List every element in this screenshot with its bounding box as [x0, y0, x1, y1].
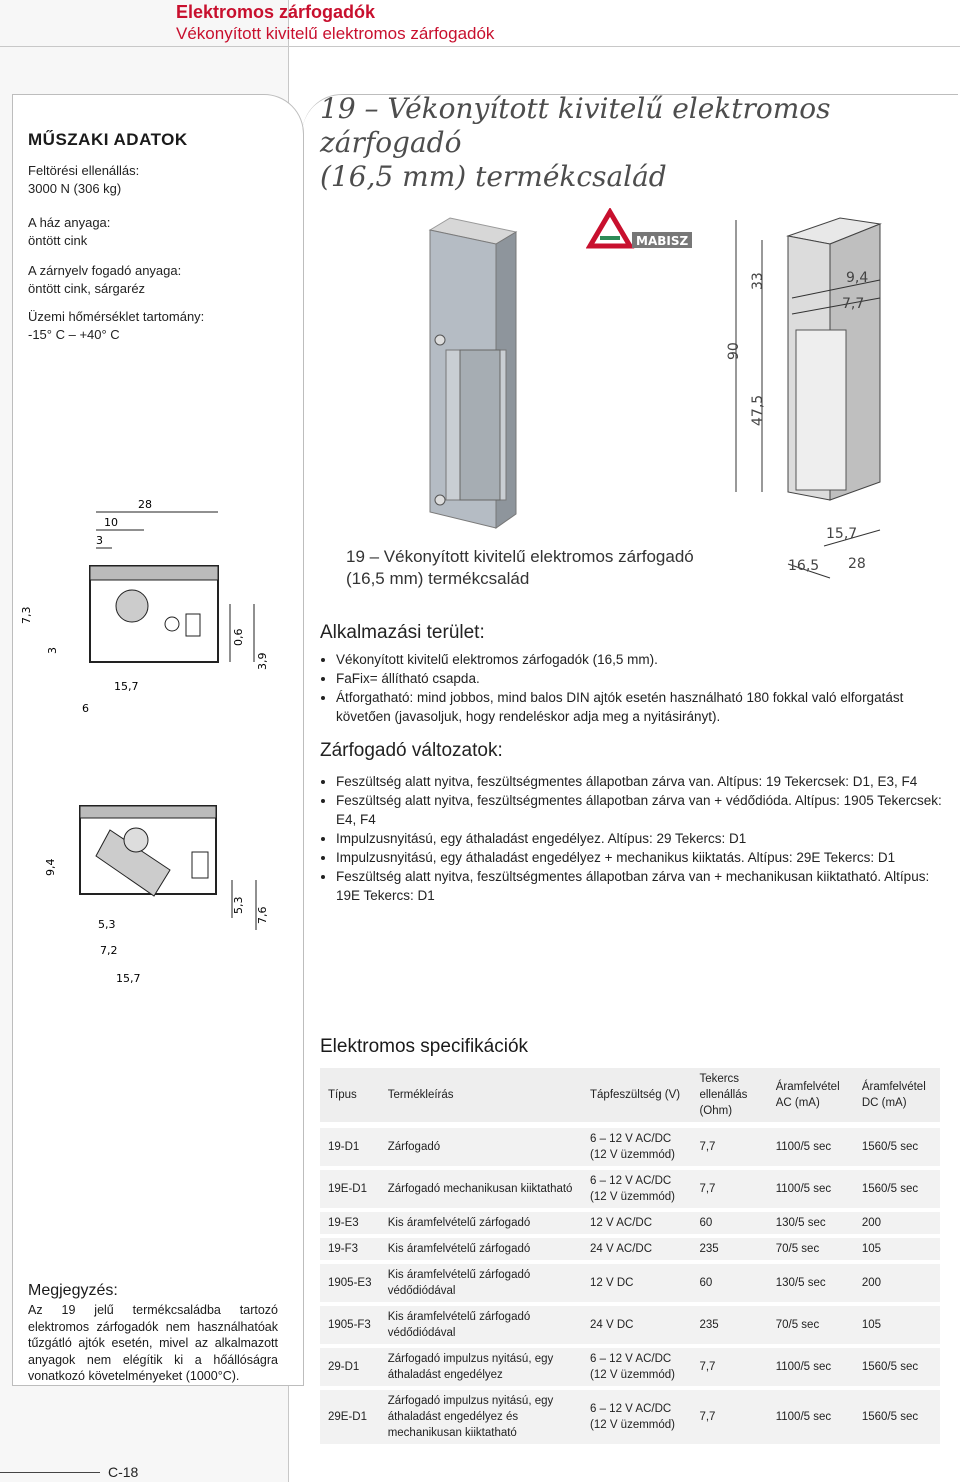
- table-cell: 235: [691, 1304, 767, 1346]
- note-title: Megjegyzés:: [28, 1282, 118, 1299]
- list-item: • Impulzusnyitású, egy áthaladást engedélyez + mechanikus kiiktatás. Altípus: 29E Tekercs: D1: [336, 848, 956, 867]
- list-item: • Impulzusnyitású, egy áthaladást engedélyez. Altípus: 29 Tekercs: D1: [336, 829, 956, 848]
- dim-16-5: 16,5: [788, 558, 820, 574]
- table-row: [320, 1262, 940, 1304]
- tech-item-housing: [28, 214, 110, 250]
- note-text: Az 19 jelű termékcsaládba tartozó elektromos zárfogadók nem használhatóak tűzgátló ajtók esetén, mivel az alkalmazott anyagok nem elégítik ki a hőállóságra vonatkozó követelményeket (1000°C).: [28, 1303, 278, 1383]
- table-cell: 1905-E3: [320, 1262, 380, 1304]
- tech-item-label: Üzemi hőmérséklet tartomány:: [28, 309, 205, 324]
- table-cell: Zárfogadó impulzus nyitású, egy áthaladást engedélyez és mechanikusan kiiktatható: [380, 1388, 582, 1446]
- page-number-rule: [0, 1472, 100, 1473]
- table-row: [320, 1168, 940, 1210]
- col-header: Termékleírás: [387, 1089, 454, 1101]
- table-cell: 12 V AC/DC: [582, 1210, 691, 1236]
- table-cell: 19E-D1: [320, 1168, 380, 1210]
- table-cell: Kis áramfelvételű zárfogadó: [380, 1236, 582, 1262]
- table-cell: 235: [691, 1236, 767, 1262]
- table-cell: 29-D1: [320, 1346, 380, 1388]
- tech-item-value: -15° C – +40° C: [28, 327, 120, 342]
- table-cell: 12 V DC: [582, 1262, 691, 1304]
- table-cell: 1560/5 sec: [854, 1346, 940, 1388]
- table-cell: Kis áramfelvételű zárfogadó védődiódával: [380, 1304, 582, 1346]
- table-cell: 105: [854, 1236, 940, 1262]
- dim-5-3a: 5,3: [98, 918, 116, 931]
- tech-item-value: öntött cink, sárgaréz: [28, 281, 146, 296]
- header-category: Elektromos zárfogadók: [176, 2, 376, 22]
- dim-3-9: 3,9: [256, 652, 269, 670]
- variants-list: [306, 772, 956, 905]
- page-number: C-18: [108, 1464, 139, 1480]
- dim-6: 6: [82, 702, 89, 714]
- col-header: Tekercs ellenállás (Ohm): [699, 1073, 748, 1117]
- table-cell: 6 – 12 V AC/DC (12 V üzemmód): [582, 1388, 691, 1446]
- tech-item-temperature: [28, 308, 204, 344]
- table-row: [320, 1236, 940, 1262]
- dimensioned-product-drawing: [700, 200, 900, 600]
- list-item: • FaFix= állítható csapda.: [336, 669, 956, 688]
- table-cell: 19-E3: [320, 1210, 380, 1236]
- table-cell: 19-F3: [320, 1236, 380, 1262]
- technical-drawing-2: [20, 800, 280, 1000]
- subtitle: [346, 546, 694, 590]
- list-item: • Feszültség alatt nyitva, feszültségmentes állapotban zárva van. Altípus: 19 Tekercsek: D1, E3, F4: [336, 772, 956, 791]
- table-cell: Kis áramfelvételű zárfogadó: [380, 1210, 582, 1236]
- main-title-line2: (16,5 mm) termékcsalád: [320, 160, 667, 193]
- table-row: [320, 1388, 940, 1446]
- col-header: Típus: [328, 1089, 357, 1101]
- col-header: Áramfelvétel AC (mA): [775, 1081, 840, 1109]
- list-item: • Feszültség alatt nyitva, feszültségmentes állapotban zárva van + védődióda. Altípus: 1905 Tekercsek: E4, F4: [336, 791, 956, 829]
- mabisz-logo: [586, 208, 696, 254]
- dim-7-6: 7,6: [256, 906, 269, 924]
- tech-item-resistance: [28, 162, 139, 198]
- dim-33: 33: [750, 272, 766, 290]
- dim-0-6: 0,6: [232, 628, 245, 646]
- table-cell: 24 V DC: [582, 1304, 691, 1346]
- logo-text: MABISZ: [636, 234, 689, 248]
- table-cell: 7,7: [691, 1388, 767, 1446]
- table-cell: 1560/5 sec: [854, 1168, 940, 1210]
- table-cell: 7,7: [691, 1346, 767, 1388]
- dim-3b: 3: [46, 647, 59, 654]
- col-header: Tápfeszültség (V): [590, 1089, 681, 1101]
- table-cell: 60: [691, 1210, 767, 1236]
- header-divider: [0, 46, 960, 47]
- table-cell: 7,7: [691, 1128, 767, 1168]
- dim-28: 28: [848, 556, 866, 572]
- tech-item-label: Feltörési ellenállás:: [28, 163, 140, 178]
- table-cell: 1560/5 sec: [854, 1128, 940, 1168]
- table-row: [320, 1304, 940, 1346]
- dim-3a: 3: [96, 534, 103, 547]
- table-header-row: [320, 1068, 940, 1122]
- table-cell: 1100/5 sec: [768, 1128, 854, 1168]
- dim-7-2: 7,2: [100, 944, 118, 957]
- main-title-line1: 19 – Vékonyított kivitelű elektromos zárfogadó: [320, 92, 831, 159]
- table-cell: 6 – 12 V AC/DC (12 V üzemmód): [582, 1346, 691, 1388]
- dim-9-4: 9,4: [846, 270, 869, 286]
- table-row: [320, 1210, 940, 1236]
- tech-item-value: öntött cink: [28, 233, 88, 248]
- list-item: • Vékonyított kivitelű elektromos zárfogadók (16,5 mm).: [336, 650, 956, 669]
- dim-9-4: 9,4: [44, 858, 57, 876]
- col-header: Áramfelvétel DC (mA): [861, 1081, 926, 1109]
- subtitle-line2: (16,5 mm) termékcsalád: [346, 569, 530, 588]
- tech-item-latch-material: [28, 262, 181, 298]
- dim-10: 10: [104, 516, 118, 529]
- table-cell: Zárfogadó impulzus nyitású, egy áthaladást engedélyez: [380, 1346, 582, 1388]
- dim-28: 28: [138, 498, 152, 511]
- table-cell: 24 V AC/DC: [582, 1236, 691, 1262]
- table-row: [320, 1128, 940, 1168]
- subtitle-line1: 19 – Vékonyított kivitelű elektromos zárfogadó: [346, 547, 694, 566]
- variants-title: Zárfogadó változatok:: [320, 740, 503, 761]
- list-item: • Átforgatható: mind jobbos, mind balos DIN ajtók esetén használható 180 fokkal való elforgatást követően (javasoljuk, hogy rendeléskor adja meg a nyitásirányt).: [336, 688, 956, 726]
- dim-7-7: 7,7: [842, 296, 865, 312]
- table-cell: 130/5 sec: [768, 1210, 854, 1236]
- table-cell: 1905-F3: [320, 1304, 380, 1346]
- tech-item-value: 3000 N (306 kg): [28, 181, 122, 196]
- table-cell: 70/5 sec: [768, 1304, 854, 1346]
- list-item: • Feszültség alatt nyitva, feszültségmentes állapotban zárva van + mechanikusan kiiktatható. Altípus: 19E Tekercs: D1: [336, 867, 956, 905]
- table-cell: 1560/5 sec: [854, 1388, 940, 1446]
- table-cell: 29E-D1: [320, 1388, 380, 1446]
- dim-15-7: 15,7: [114, 680, 139, 693]
- dim-7-3: 7,3: [20, 606, 33, 624]
- product-photo: [420, 210, 530, 530]
- application-list: [306, 650, 956, 726]
- table-cell: 6 – 12 V AC/DC (12 V üzemmód): [582, 1168, 691, 1210]
- table-cell: 19-D1: [320, 1128, 380, 1168]
- tech-item-label: A ház anyaga:: [28, 215, 111, 230]
- table-cell: 105: [854, 1304, 940, 1346]
- table-cell: 200: [854, 1262, 940, 1304]
- dim-15-7: 15,7: [826, 526, 858, 542]
- table-cell: 1100/5 sec: [768, 1168, 854, 1210]
- table-cell: 200: [854, 1210, 940, 1236]
- spec-table: [320, 1068, 940, 1448]
- table-cell: 6 – 12 V AC/DC (12 V üzemmód): [582, 1128, 691, 1168]
- table-cell: 7,7: [691, 1168, 767, 1210]
- table-cell: 1100/5 sec: [768, 1388, 854, 1446]
- table-cell: 130/5 sec: [768, 1262, 854, 1304]
- spec-title: Elektromos specifikációk: [320, 1036, 529, 1057]
- dim-15-7: 15,7: [116, 972, 141, 985]
- main-title: [320, 92, 960, 194]
- application-title: Alkalmazási terület:: [320, 622, 485, 643]
- dim-90: 90: [726, 342, 742, 360]
- table-cell: 1100/5 sec: [768, 1346, 854, 1388]
- tech-item-label: A zárnyelv fogadó anyaga:: [28, 263, 182, 278]
- table-cell: Zárfogadó: [380, 1128, 582, 1168]
- table-cell: 70/5 sec: [768, 1236, 854, 1262]
- header-subcategory: Vékonyított kivitelű elektromos zárfogadók: [176, 24, 495, 43]
- dim-5-3b: 5,3: [232, 896, 245, 914]
- table-cell: 60: [691, 1262, 767, 1304]
- table-cell: Zárfogadó mechanikusan kiiktatható: [380, 1168, 582, 1210]
- table-cell: Kis áramfelvételű zárfogadó védődiódával: [380, 1262, 582, 1304]
- technical-drawing-1: [20, 494, 280, 714]
- dim-47-5: 47,5: [750, 394, 766, 426]
- tech-data-title: MŰSZAKI ADATOK: [28, 130, 188, 149]
- table-row: [320, 1346, 940, 1388]
